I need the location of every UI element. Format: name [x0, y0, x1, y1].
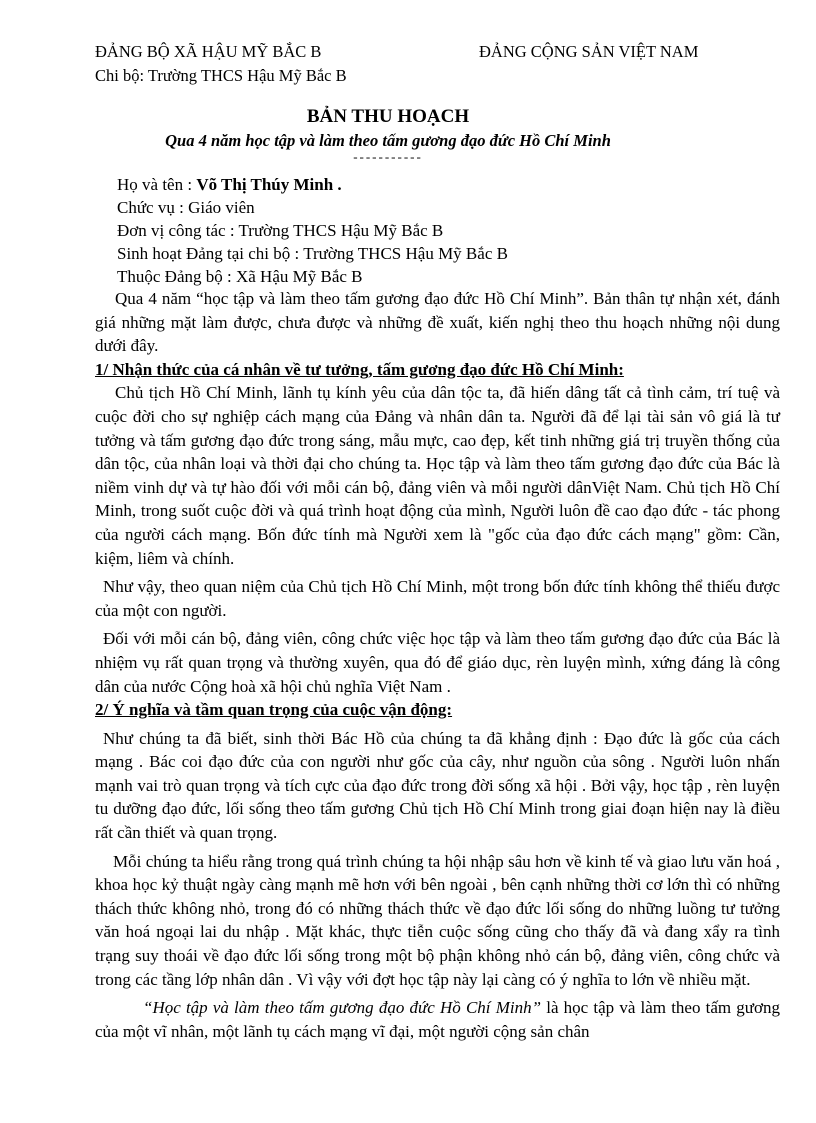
document-title: BẢN THU HOẠCH	[306, 106, 470, 127]
party-committee-line: Thuộc Đảng bộ : Xã Hậu Mỹ Bắc B	[117, 267, 363, 286]
document-body	[95, 287, 780, 1043]
position-line: Chức vụ : Giáo viên	[117, 198, 255, 217]
section1-paragraph-3: Đối với mỗi cán bộ, đảng viên, công chức việc học tập và làm theo tấm gương đạo đức của Bác là nhiệm vụ rất quan trọng và thường xuyên, qua đó để giáo dục, rèn luyện mình, xứng đáng là công dân của nước Cộng hoà xã hội chủ nghĩa Việt Nam .	[95, 629, 780, 696]
section2-paragraph-3	[95, 996, 780, 1043]
section2-paragraph-3-text: là học tập và làm theo tấm gương của một vĩ nhân, một lãnh tụ cách mạng vĩ đại, một người cộng sản chân	[95, 998, 780, 1041]
name-label: Họ và tên :	[117, 175, 197, 194]
document-subtitle: Qua 4 năm học tập và làm theo tấm gương đạo đức Hồ Chí Minh	[165, 131, 611, 150]
section1-paragraph-2: Như vậy, theo quan niệm của Chủ tịch Hồ Chí Minh, một trong bốn đức tính không thể thiếu được của một con người.	[95, 577, 780, 620]
section2-paragraph-1: Như chúng ta đã biết, sinh thời Bác Hồ của chúng ta đã khẳng định : Đạo đức là gốc của cách mạng . Bác coi đạo đức của con người như gốc của cây, như nguồn của sông . Người luôn nhấn mạnh vai trò quan trọng và tích cực của đạo đức trong đời sống xã hội . Bởi vậy, học tập , rèn luyện tu dưỡng đạo đức, lối sống theo tấm gương Chủ tịch Hồ Chí Minh trong giai đoạn hiện nay là điều rất cần thiết và quan trọng.	[95, 728, 780, 843]
section2-paragraph-2: Mỗi chúng ta hiểu rằng trong quá trình chúng ta hội nhập sâu hơn về kinh tế và giao lưu văn hoá , khoa học kỷ thuật ngày càng mạnh mẽ hơn với bên ngoài , bên cạnh những thời cơ lớn thì có những thách thức không nhỏ, trong đó có những thách thức về đạo đức lối sống do những luồng tư tưởng văn hoá ngoại lai du nhập . Mặt khác, thực tiễn cuộc sống cũng cho thấy đã và đang xẩy ra tình trạng suy thoái về đạo đức lối sống trong một bộ phận không nhỏ cán bộ, đảng viên, công chức và trong các tầng lớp nhân dân . Vì vậy với đợt học tập này lại càng có ý nghĩa to lớn về nhiều mặt.	[95, 851, 780, 989]
party-cell-header: Chi bộ: Trường THCS Hậu Mỹ Bắc B	[95, 66, 347, 85]
section2-heading: 2/ Ý nghĩa và tầm quan trọng của cuộc vận động:	[95, 700, 453, 720]
section1-heading: 1/ Nhận thức của cá nhân về tư tưởng, tấm gương đạo đức Hồ Chí Minh:	[95, 359, 624, 379]
national-party-header: ĐẢNG CỘNG SẢN VIỆT NAM	[479, 42, 699, 61]
party-cell-line: Sinh hoạt Đảng tại chi bộ : Trường THCS Hậu Mỹ Bắc B	[117, 244, 508, 263]
intro-paragraph: Qua 4 năm “học tập và làm theo tấm gương đạo đức Hồ Chí Minh”. Bản thân tự nhận xét, đánh giá những mặt làm được, chưa được và những đề xuất, kiến nghị theo thu hoạch những nội dung dưới đây.	[95, 289, 780, 356]
section1-paragraph-1: Chủ tịch Hồ Chí Minh, lãnh tụ kính yêu của dân tộc ta, đã hiến dâng tất cả tình cảm, trí tuệ và cuộc đời cho sự nghiệp cách mạng của Đảng và nhân dân ta. Người đã để lại tài sản vô giá là tư tưởng và tấm gương đạo đức trong sáng, mẫu mực, cao đẹp, kết tinh những giá trị truyền thống của dân tộc, của nhân loại và thời đại cho chúng ta. Học tập và làm theo tấm gương đạo đức của Bác là niềm vinh dự và tự hào đối với mỗi cán bộ, đảng viên và mỗi người dânViệt Nam. Chủ tịch Hồ Chí Minh, trong suốt cuộc đời và quá trình hoạt động của mình, Người luôn đề cao đạo đức - tác phong của người cách mạng. Bốn đức tính mà Người xem là "gốc của đạo đức cách mạng" gồm: Cần, kiệm, liêm và chính.	[95, 383, 780, 568]
title-divider: -----------	[353, 149, 423, 164]
name-line	[117, 175, 342, 195]
name-value: Võ Thị Thúy Minh .	[196, 175, 342, 194]
movement-quote: “Học tập và làm theo tấm gương đạo đức Hồ Chí Minh”	[143, 998, 542, 1018]
party-committee-header: ĐẢNG BỘ XÃ HẬU MỸ BẮC B	[95, 42, 322, 61]
workplace-line: Đơn vị công tác : Trường THCS Hậu Mỹ Bắc B	[117, 221, 444, 240]
